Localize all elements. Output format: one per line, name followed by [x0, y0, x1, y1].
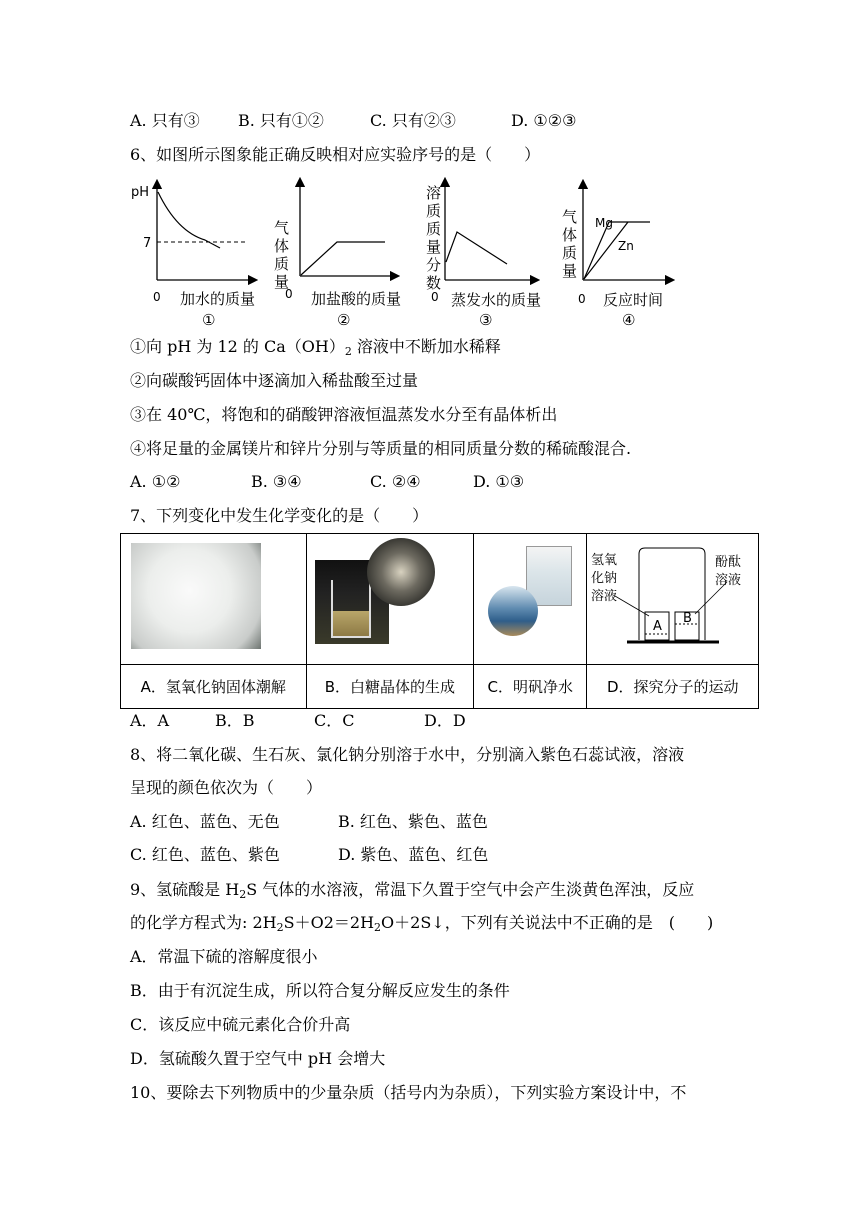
q7-option-a: A．A [130, 711, 170, 730]
q6-statement-3: ③在 40℃，将饱和的硝酸钾溶液恒温蒸发水分至有晶体析出 [130, 405, 558, 424]
diffusion-diagram [587, 534, 757, 660]
cell-d-image [587, 534, 759, 665]
q9-option-a: A．常温下硫的溶解度很小 [130, 947, 318, 966]
graph-2 [272, 182, 401, 329]
q6-statement-2: ②向碳酸钙固体中逐滴加入稀盐酸至过量 [130, 371, 419, 390]
q10-stem-line1: 10、要除去下列物质中的少量杂质（括号内为杂质），下列实验方案设计中，不 [130, 1083, 687, 1102]
beaker-b-label: B [683, 611, 693, 626]
q9-option-b: B．由于有沉淀生成，所以符合复分解反应发生的条件 [130, 981, 510, 1000]
q9-option-c: C．该反应中硫元素化合价升高 [130, 1015, 351, 1034]
graph-4 [562, 184, 670, 329]
q6-statement-4: ④将足量的金属镁片和锌片分别与等质量的相同质量分数的稀硫酸混合. [130, 439, 632, 458]
q7-option-d: D．D [424, 711, 466, 730]
q5-option-a: A. 只有③ [130, 111, 200, 130]
q6-option-c: C. ②④ [370, 472, 421, 491]
q8-option-b: B. 红色、紫色、蓝色 [338, 812, 488, 831]
sea-photo [488, 586, 538, 636]
q7-stem: 7、下列变化中发生化学变化的是（ ） [130, 506, 429, 525]
q7-option-b: B．B [215, 711, 255, 730]
beaker-a-label: A [653, 619, 663, 634]
g4-ylabel: 气体质量 [562, 208, 578, 280]
phenolphthalein-label: 酚酞溶液 [715, 555, 742, 588]
g1-num: ① [202, 311, 216, 329]
q6-option-a: A. ①② [130, 472, 181, 491]
q7-picture-table [120, 533, 759, 709]
g4-xlabel: 反应时间 [603, 291, 664, 309]
q8-stem-line1: 8、将二氧化碳、生石灰、氯化钠分别溶于水中，分别滴入紫色石蕊试液，溶液 [130, 745, 685, 764]
g3-origin: 0 [431, 290, 439, 304]
g4-origin: 0 [578, 292, 586, 306]
g1-xlabel: 加水的质量 [180, 290, 256, 308]
g2-ylabel: 气体质量 [272, 220, 290, 289]
q7-option-c: C．C [314, 711, 355, 730]
g3-num: ③ [479, 311, 493, 329]
naoh-solid-photo [131, 543, 261, 649]
q8-option-a: A. 红色、蓝色、无色 [130, 812, 280, 831]
q6-option-d: D. ①③ [473, 472, 525, 491]
g1-ylabel: pH [131, 185, 150, 200]
q6-option-b: B. ③④ [251, 472, 302, 491]
graph-3 [426, 182, 541, 329]
q9-stem-line1: 9、氢硫酸是 $H_2S$ 气体的水溶液，常温下久置于空气中会产生淡黄色浑浊，反应 [130, 880, 695, 901]
caption-d: D．探究分子的运动 [587, 665, 759, 709]
g3-xlabel: 蒸发水的质量 [451, 291, 542, 309]
g4-num: ④ [622, 311, 636, 329]
cell-a-image [121, 534, 307, 665]
g1-ref: 7 [143, 236, 152, 251]
crystal-closeup-photo [367, 538, 435, 606]
q6-statement-1: ①向 pH 为 12 的 $Ca(OH)_2$ 溶液中不断加水稀释 [130, 337, 501, 358]
g3-ylabel: 溶质质量分数 [426, 184, 442, 292]
q9-stem-line2: 的化学方程式为: $2H_2S+O2=2H_2O+2S↓$，下列有关说法中不正确的是 ( ) [130, 913, 714, 934]
q8-stem-line2: 呈现的颜色依次为（ ） [130, 778, 323, 797]
cell-b-image [306, 534, 474, 665]
q8-option-d: D. 紫色、蓝色、红色 [338, 845, 489, 864]
naoh-solution-label: 氢氧化钠溶液 [591, 553, 618, 604]
q9-option-d: D．氢硫酸久置于空气中 pH 会增大 [130, 1049, 386, 1068]
g4-series-zn: Zn [618, 239, 634, 253]
g1-origin: 0 [153, 290, 161, 304]
q6-stem: 6、如图所示图象能正确反映相对应实验序号的是（ ） [130, 145, 541, 164]
g2-num: ② [337, 311, 351, 329]
cell-c-image [474, 534, 587, 665]
graph-1 [131, 184, 255, 329]
caption-a: A．氢氧化钠固体潮解 [121, 665, 307, 709]
q8-option-c: C. 红色、蓝色、紫色 [130, 845, 280, 864]
caption-b: B．白糖晶体的生成 [306, 665, 474, 709]
caption-c: C．明矾净水 [474, 665, 587, 709]
q5-option-c: C. 只有②③ [370, 111, 456, 130]
g2-origin: 0 [285, 287, 293, 301]
g4-series-mg: Mg [595, 216, 613, 230]
q6-graphs [125, 172, 685, 332]
q5-option-d: D. ①②③ [511, 111, 577, 130]
g2-xlabel: 加盐酸的质量 [311, 290, 402, 308]
beaker-glass [331, 580, 371, 638]
q5-option-b: B. 只有①② [238, 111, 324, 130]
